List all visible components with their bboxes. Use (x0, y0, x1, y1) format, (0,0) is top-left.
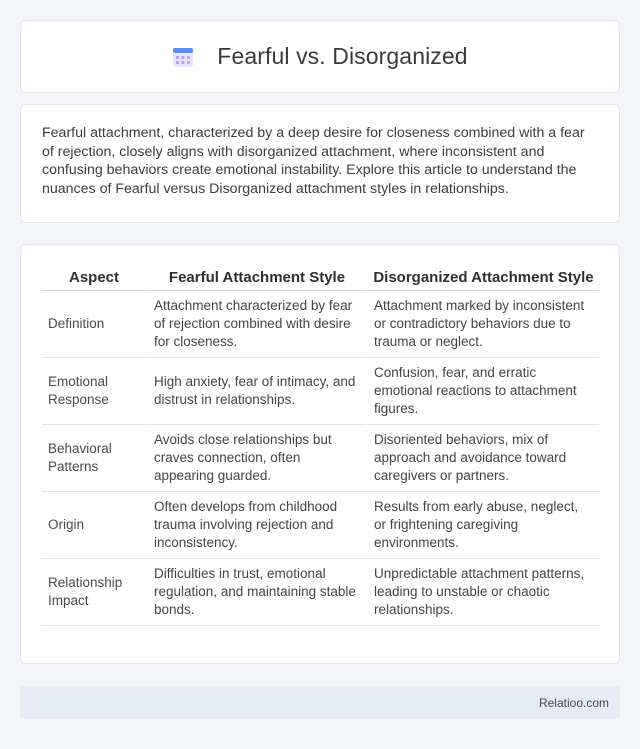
cell-disorganized: Disoriented behaviors, mix of approach and avoidance toward caregivers or partners. (368, 425, 599, 492)
table-row (42, 492, 599, 559)
comparison-table (42, 264, 599, 626)
header-aspect: Aspect (42, 264, 148, 291)
table-row (42, 559, 599, 626)
comparison-table-card (20, 244, 620, 664)
cell-disorganized: Results from early abuse, neglect, or frightening caregiving environments. (368, 492, 599, 559)
cell-disorganized: Attachment marked by inconsistent or contradictory behaviors due to trauma or neglect. (368, 291, 599, 358)
cell-aspect: Definition (42, 291, 148, 358)
cell-fearful: Attachment characterized by fear of rejection combined with desire for closeness. (148, 291, 368, 358)
cell-aspect: Emotional Response (42, 358, 148, 425)
cell-aspect: Origin (42, 492, 148, 559)
cell-aspect: Behavioral Patterns (42, 425, 148, 492)
page-title: Fearful vs. Disorganized (217, 43, 468, 69)
cell-fearful: Avoids close relationships but craves connection, often appearing guarded. (148, 425, 368, 492)
cell-disorganized: Confusion, fear, and erratic emotional reactions to attachment figures. (368, 358, 599, 425)
cell-fearful: Difficulties in trust, emotional regulation, and maintaining stable bonds. (148, 559, 368, 626)
footer-site-link[interactable]: Relatioo.com (538, 695, 609, 710)
cell-fearful: High anxiety, fear of intimacy, and distrust in relationships. (148, 358, 368, 425)
table-row (42, 291, 599, 358)
intro-paragraph: Fearful attachment, characterized by a deep desire for closeness combined with a fear of rejection, closely aligns with disorganized attachment, where inconsistent and confusing behaviors create emotional instability. Explore this article to understand the nuances of Fearful versus Disorganized attachment styles in relationships. (42, 125, 585, 197)
table-header-row (42, 264, 599, 291)
cell-aspect: Relationship Impact (42, 559, 148, 626)
header-disorganized: Disorganized Attachment Style (368, 264, 599, 291)
table-row (42, 358, 599, 425)
footer-bar (20, 686, 620, 719)
header-card (20, 20, 620, 93)
calendar-grid-icon (172, 46, 194, 68)
cell-disorganized: Unpredictable attachment patterns, leading to unstable or chaotic relationships. (368, 559, 599, 626)
cell-fearful: Often develops from childhood trauma involving rejection and inconsistency. (148, 492, 368, 559)
header-fearful: Fearful Attachment Style (148, 264, 368, 291)
intro-card (20, 104, 620, 223)
table-row (42, 425, 599, 492)
